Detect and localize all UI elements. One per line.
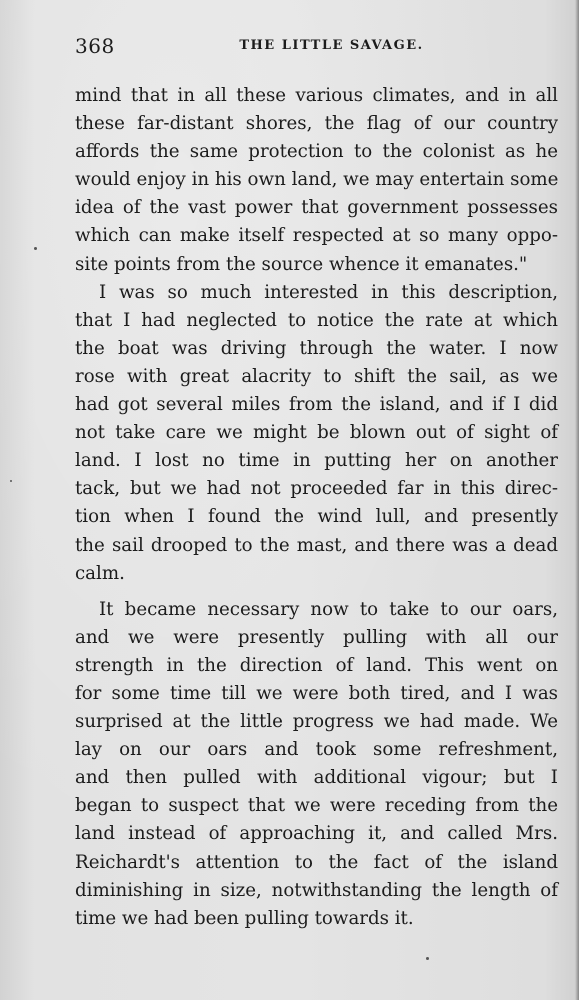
text-line: rose with great alacrity to shift the sail, as we <box>75 365 558 387</box>
body-text <box>75 82 558 933</box>
text-line: not take care we might be blown out of sight of <box>75 422 558 444</box>
text-line: began to suspect that we were receding from the <box>75 795 558 817</box>
text-line: diminishing in size, notwithstanding the length of <box>75 879 558 901</box>
text-line: mind that in all these various climates, and in all <box>75 85 558 106</box>
text-line: Reichardt's attention to the fact of the island <box>75 851 558 873</box>
page-edge-shadow <box>575 0 579 1000</box>
text-line: tion when I found the wind lull, and presently <box>75 506 558 528</box>
paragraph-2 <box>75 279 558 588</box>
text-line: idea of the vast power that government possesses <box>75 197 558 219</box>
text-line: It became necessary now to take to our oars, <box>99 598 558 620</box>
paper-speck <box>10 480 12 482</box>
text-line: tack, but we had not proceeded far in this direc- <box>75 478 558 500</box>
text-line: the boat was driving through the water. I now <box>75 337 558 359</box>
paper-speck <box>34 247 37 250</box>
text-line: surprised at the little progress we had made. We <box>75 711 558 733</box>
text-line: land instead of approaching it, and called Mrs. <box>75 823 558 845</box>
text-line: strength in the direction of land. This went on <box>75 654 558 676</box>
text-line: and then pulled with additional vigour; but I <box>75 767 558 789</box>
text-line: time we had been pulling towards it. <box>75 907 414 929</box>
text-line: for some time till we were both tired, and I was <box>75 682 558 704</box>
text-line: calm. <box>75 562 125 584</box>
paragraph-3 <box>75 596 558 933</box>
text-line: which can make itself respected at so many oppo- <box>75 225 558 247</box>
text-line: lay on our oars and took some refreshment, <box>75 739 558 761</box>
text-line: that I had neglected to notice the rate at which <box>75 309 558 331</box>
text-line: land. I lost no time in putting her on another <box>75 450 558 472</box>
text-line: had got several miles from the island, and if I did <box>75 394 558 416</box>
text-line: and we were presently pulling with all our <box>75 626 558 648</box>
text-line: site points from the source whence it emanates." <box>75 253 528 275</box>
text-line: I was so much interested in this description, <box>99 281 558 303</box>
paragraph-1 <box>75 82 558 279</box>
text-line: affords the same protection to the colonist as he <box>75 141 558 163</box>
running-title: THE LITTLE SAVAGE. <box>239 38 424 53</box>
page-number: 368 <box>75 34 115 58</box>
text-line: would enjoy in his own land, we may entertain some <box>75 169 559 191</box>
paper-speck <box>426 957 429 960</box>
page-header <box>75 30 558 64</box>
text-line: these far-distant shores, the flag of our country <box>75 113 558 135</box>
text-line: the sail drooped to the mast, and there was a dead <box>75 534 558 556</box>
